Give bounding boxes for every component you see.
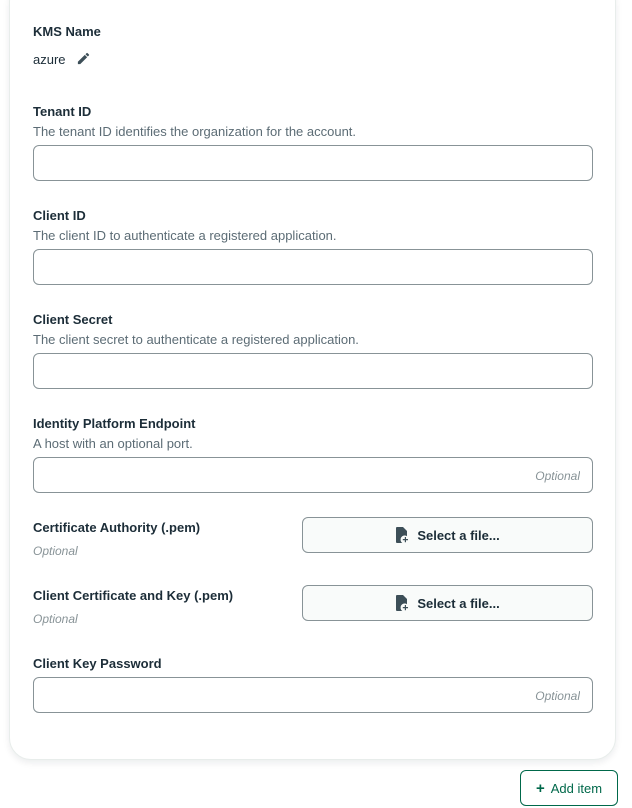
file-icon bbox=[395, 595, 409, 611]
pencil-icon[interactable] bbox=[76, 51, 91, 71]
kms-name-value: azure bbox=[33, 52, 66, 67]
cert-authority-label: Certificate Authority (.pem) bbox=[33, 520, 201, 535]
client-secret-label: Client Secret bbox=[33, 312, 113, 327]
client-cert-optional: Optional bbox=[33, 612, 78, 626]
key-password-label: Client Key Password bbox=[33, 656, 162, 671]
client-id-label: Client ID bbox=[33, 208, 86, 223]
tenant-id-description: The tenant ID identifies the organization for the account. bbox=[33, 124, 357, 139]
client-secret-input[interactable] bbox=[33, 353, 593, 389]
cert-authority-select-label: Select a file... bbox=[417, 527, 500, 543]
tenant-id-label: Tenant ID bbox=[33, 104, 92, 119]
file-icon bbox=[395, 527, 409, 543]
tenant-id-input[interactable] bbox=[33, 145, 593, 181]
endpoint-description: A host with an optional port. bbox=[33, 436, 193, 451]
client-id-description: The client ID to authenticate a registered application. bbox=[33, 228, 337, 243]
client-secret-description: The client secret to authenticate a registered application. bbox=[33, 332, 359, 347]
cert-authority-select-button[interactable] bbox=[302, 517, 593, 553]
key-password-input[interactable] bbox=[33, 677, 593, 713]
client-cert-select-label: Select a file... bbox=[417, 595, 500, 611]
plus-icon: + bbox=[535, 779, 545, 797]
add-item-button[interactable] bbox=[520, 770, 618, 806]
client-id-input[interactable] bbox=[33, 249, 593, 285]
client-cert-label: Client Certificate and Key (.pem) bbox=[33, 588, 234, 603]
add-item-label: Add item bbox=[550, 780, 603, 796]
client-cert-select-button[interactable] bbox=[302, 585, 593, 621]
kms-name-label: KMS Name bbox=[33, 24, 101, 39]
endpoint-input[interactable] bbox=[33, 457, 593, 493]
endpoint-label: Identity Platform Endpoint bbox=[33, 416, 196, 431]
cert-authority-optional: Optional bbox=[33, 544, 78, 558]
